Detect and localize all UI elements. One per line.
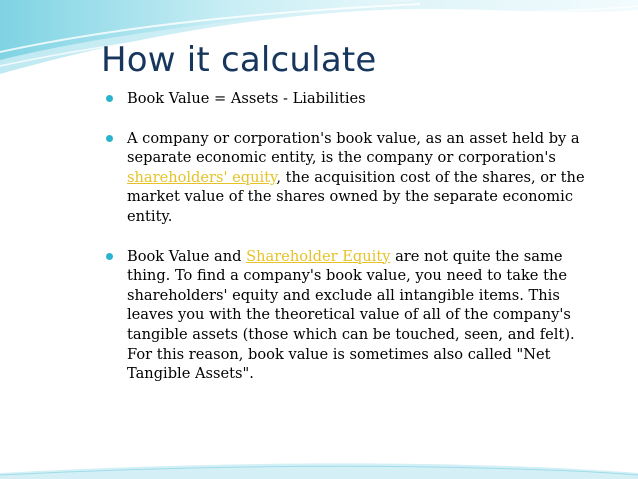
bullet-text-after-link: are not quite the same thing. To find a company's book value, you need to take the shareholders' equity and exclude all intangible items. This leaves you with the theoretical value of all of the company's tangible assets (those which can be touched, seen, and felt). For this reason, book value is sometimes also called "Net Tangible Assets". (127, 247, 575, 383)
bullet-text-before-link: A company or corporation's book value, as an asset held by a separate economic entity, is the company or corporation's (127, 129, 580, 167)
bullet-dot-icon (106, 253, 113, 260)
shareholders-equity-link[interactable]: shareholders' equity (127, 168, 277, 186)
bullet-text-after-link: , the acquisition cost of the shares, or the market value of the shares owned by the separate economic entity. (127, 168, 585, 225)
bullet-list (104, 89, 604, 384)
bullet-text-before-link: Book Value and (127, 247, 247, 265)
bullet-item-formula (104, 89, 604, 109)
bullet-item-comparison (104, 247, 604, 384)
shareholder-equity-link[interactable]: Shareholder Equity (246, 247, 391, 265)
bullet-text: Book Value = Assets - Liabilities (127, 90, 366, 107)
bottom-wave-decoration (0, 459, 638, 479)
bullet-item-definition (104, 129, 604, 227)
slide-title: How it calculate (101, 40, 377, 80)
bullet-dot-icon (106, 135, 113, 142)
bullet-dot-icon (106, 95, 113, 102)
